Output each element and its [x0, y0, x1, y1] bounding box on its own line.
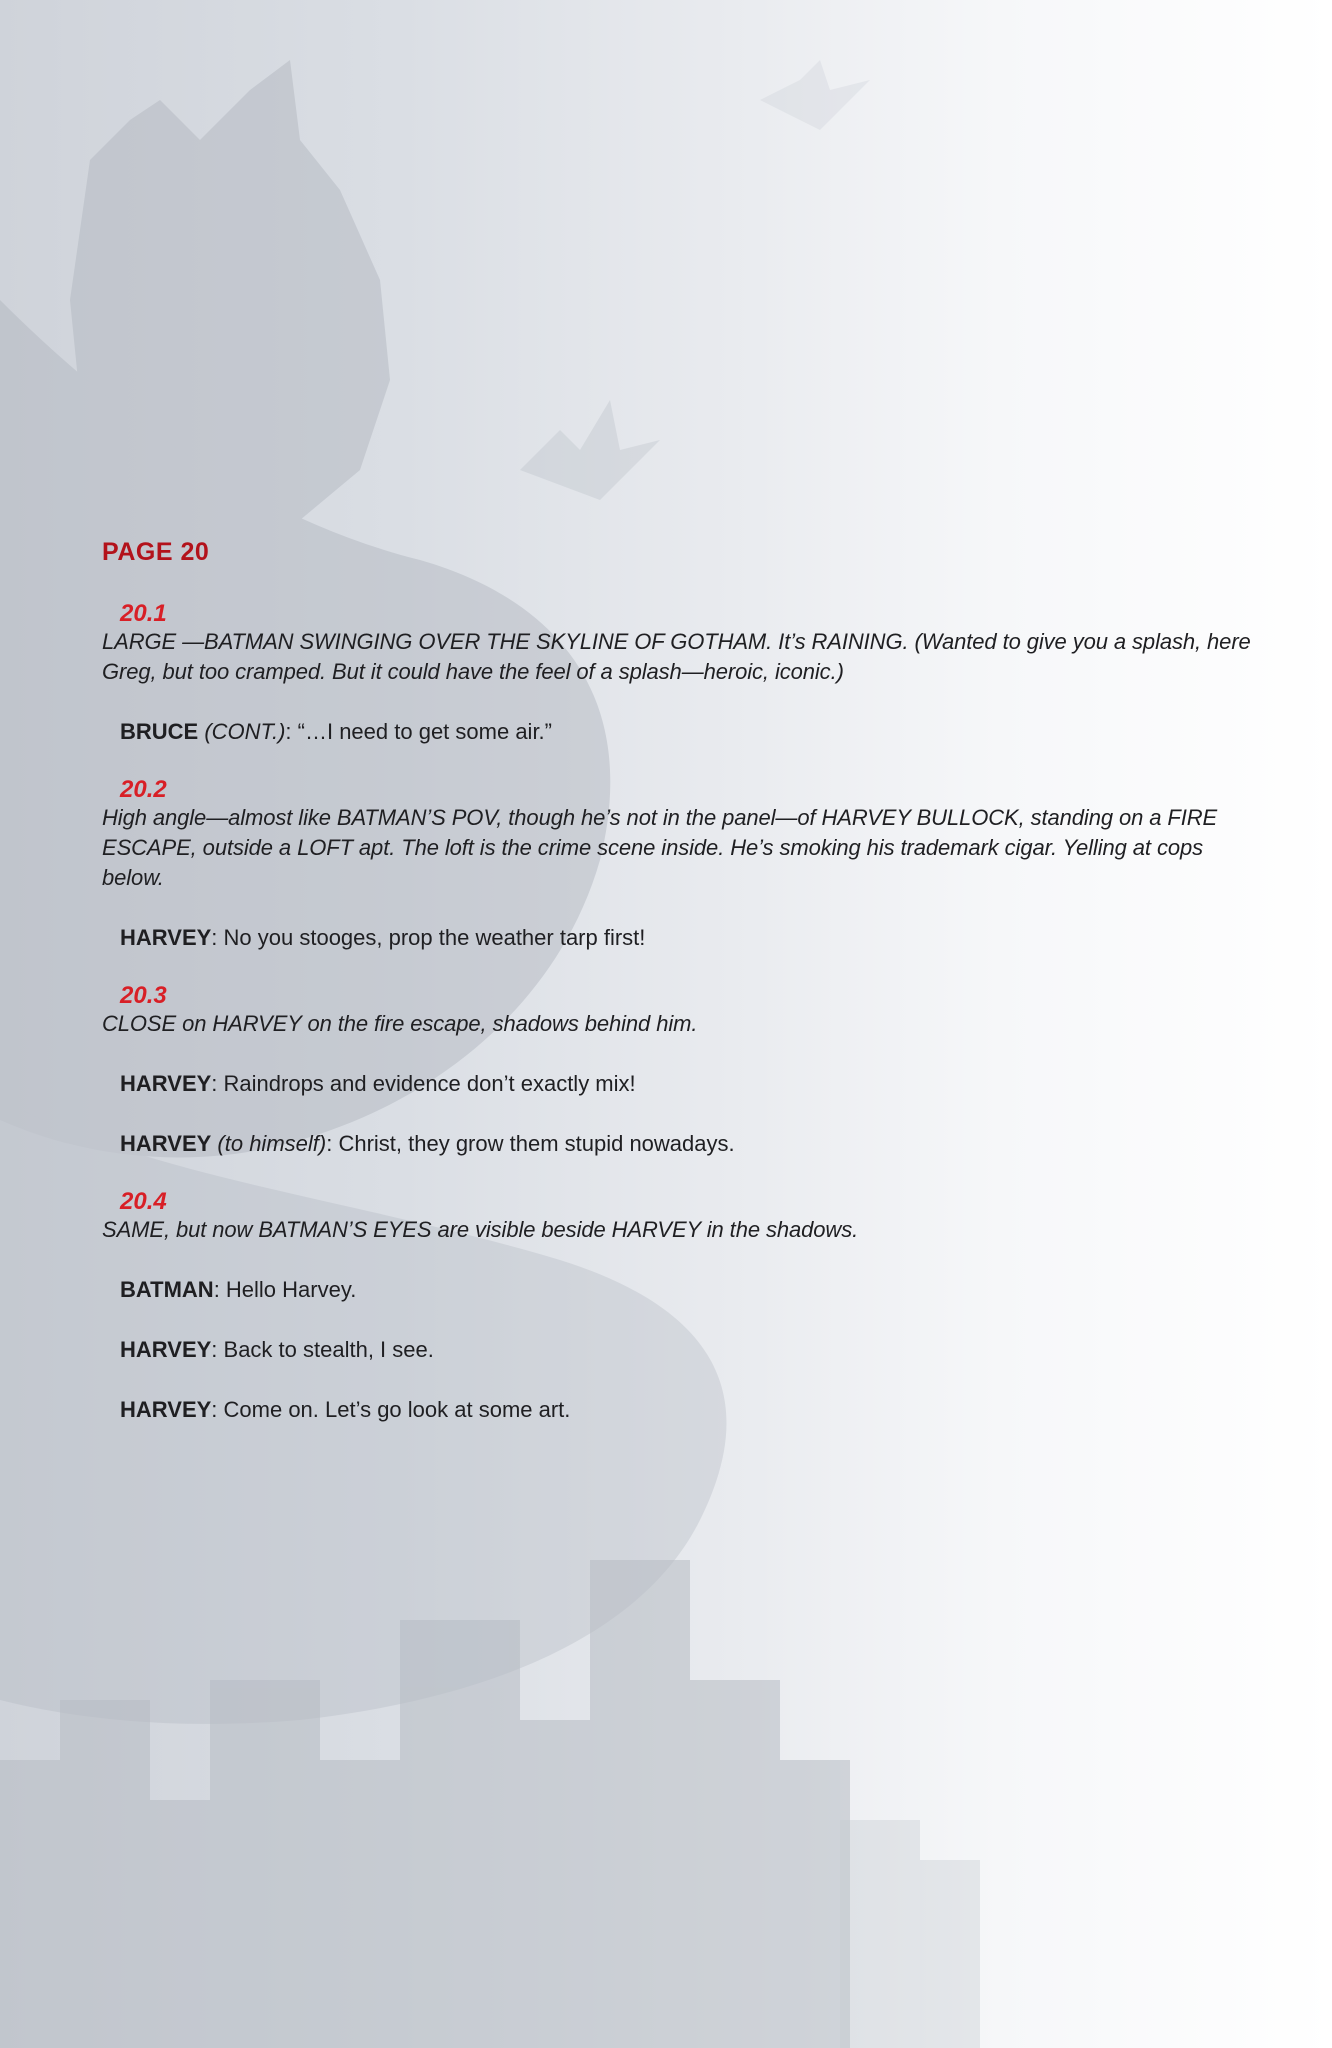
building — [320, 1760, 400, 2048]
building — [210, 1680, 320, 2048]
panel-block — [102, 1189, 1252, 1425]
dialogue-text: : No you stooges, prop the weather tarp first! — [211, 925, 646, 950]
panel-number: 20.1 — [120, 600, 167, 627]
dialogue-text: : Christ, they grow them stupid nowadays. — [326, 1131, 735, 1156]
panel-list — [102, 601, 1252, 1425]
building-far — [840, 1820, 920, 2048]
bat-silhouette — [520, 400, 660, 500]
building — [150, 1800, 210, 2048]
speaker-name: HARVEY — [120, 1071, 212, 1096]
parenthetical: (CONT.) — [198, 719, 286, 744]
dialogue-line — [120, 717, 1252, 747]
dialogue-line — [120, 1275, 1252, 1305]
bat-silhouette — [760, 60, 870, 130]
dialogue-line — [120, 1335, 1252, 1365]
dialogue-text: : Back to stealth, I see. — [211, 1337, 434, 1362]
dialogue-line — [120, 923, 1252, 953]
building — [400, 1620, 520, 2048]
dialogue-line — [120, 1069, 1252, 1099]
building — [780, 1760, 850, 2048]
panel-description: CLOSE on HARVEY on the fire escape, shadows behind him. — [102, 1011, 698, 1036]
panel-number: 20.4 — [120, 1188, 167, 1215]
speaker-name: HARVEY — [120, 1337, 212, 1362]
dialogue-text: : “…I need to get some air.” — [285, 719, 552, 744]
dialogue-line — [120, 1395, 1252, 1425]
parenthetical: (to himself) — [211, 1131, 327, 1156]
panel-block — [102, 777, 1252, 953]
building — [690, 1680, 780, 2048]
speaker-name: HARVEY — [120, 1131, 212, 1156]
dialogue-text: : Come on. Let’s go look at some art. — [211, 1397, 571, 1422]
panel-number: 20.2 — [120, 776, 167, 803]
dialogue-text: : Raindrops and evidence don’t exactly mix! — [211, 1071, 636, 1096]
panel-description: LARGE —BATMAN SWINGING OVER THE SKYLINE OF GOTHAM. It’s RAINING. (Wanted to give you a splash, here Greg, but too cramped. But it could have the feel of a splash—heroic, iconic.) — [102, 629, 1251, 684]
building — [0, 1760, 70, 2048]
building — [520, 1720, 590, 2048]
dialogue-line — [120, 1129, 1252, 1159]
panel-description: High angle—almost like BATMAN’S POV, though he’s not in the panel—of HARVEY BULLOCK, standing on a FIRE ESCAPE, outside a LOFT apt. The loft is the crime scene inside. He’s smoking his trademark cigar. Yelling at cops below. — [102, 805, 1218, 890]
building — [590, 1560, 690, 2048]
building — [60, 1700, 150, 2048]
panel-number: 20.3 — [120, 982, 167, 1009]
panel-description: SAME, but now BATMAN’S EYES are visible beside HARVEY in the shadows. — [102, 1217, 859, 1242]
panel-block — [102, 983, 1252, 1159]
dialogue-text: : Hello Harvey. — [213, 1277, 357, 1302]
speaker-name: HARVEY — [120, 925, 212, 950]
speaker-name: HARVEY — [120, 1397, 212, 1422]
page-heading: PAGE 20 — [102, 538, 210, 566]
script-page — [102, 538, 1252, 1437]
speaker-name: BATMAN — [120, 1277, 214, 1302]
speaker-name: BRUCE — [120, 719, 199, 744]
building-far — [920, 1860, 980, 2048]
panel-block — [102, 601, 1252, 747]
